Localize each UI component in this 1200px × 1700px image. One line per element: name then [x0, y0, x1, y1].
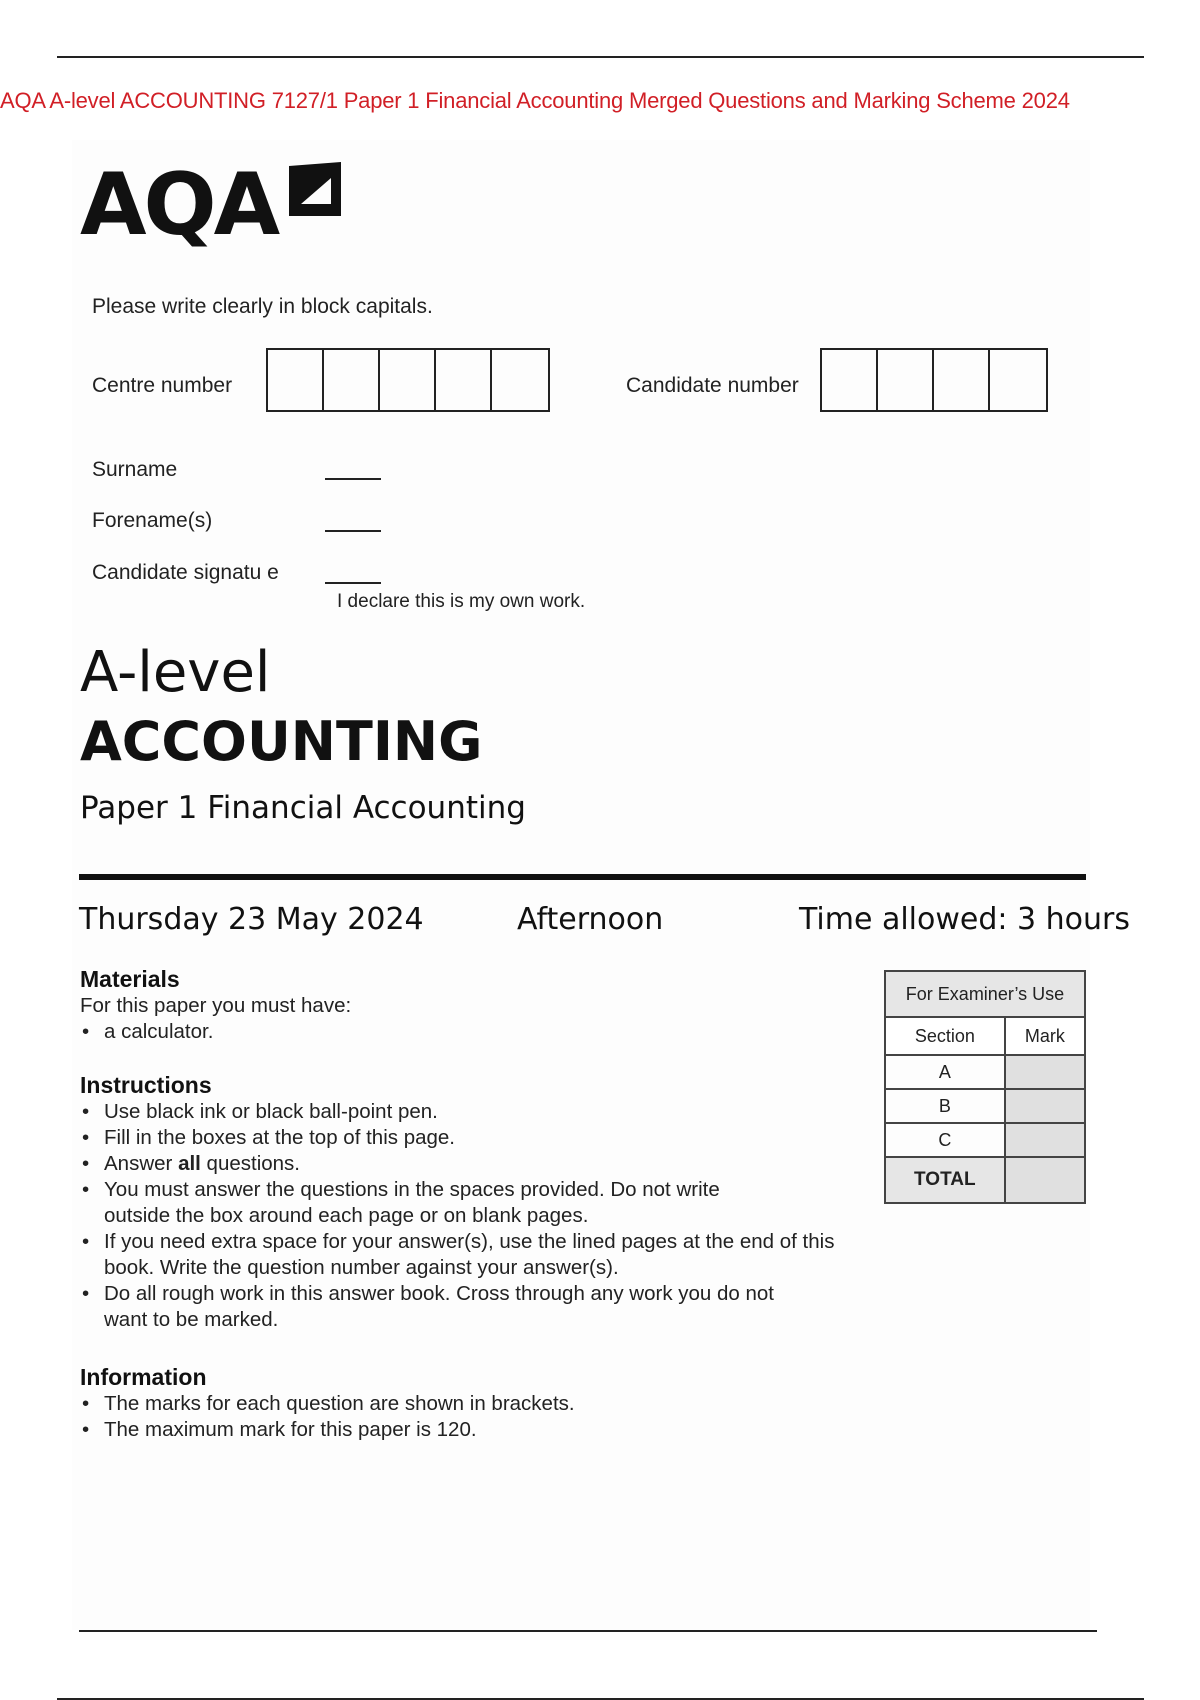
candidate-number-digit-box[interactable]	[878, 350, 934, 410]
time-allowed: Time allowed: 3 hours	[799, 902, 1131, 937]
materials-heading: Materials	[80, 966, 180, 992]
materials-section	[80, 966, 840, 1045]
instructions-heading: Instructions	[80, 1072, 212, 1098]
total-mark-cell	[1005, 1157, 1085, 1203]
mark-column-header: Mark	[1005, 1017, 1085, 1055]
section-column-header: Section	[885, 1017, 1005, 1055]
bottom-rule	[79, 1630, 1097, 1632]
list-item: • The marks for each question are shown in brackets.	[80, 1391, 840, 1417]
forenames-field[interactable]	[325, 530, 381, 532]
candidate-number-digit-box[interactable]	[990, 350, 1046, 410]
exam-date: Thursday 23 May 2024	[79, 902, 424, 937]
candidate-number-boxes	[820, 348, 1048, 412]
exam-session: Afternoon	[517, 902, 664, 937]
paper-title: Paper 1 Financial Accounting	[80, 790, 526, 826]
centre-number-digit-box[interactable]	[492, 350, 548, 410]
candidate-number-digit-box[interactable]	[934, 350, 990, 410]
list-item: • a calculator.	[80, 1019, 840, 1045]
section-cell: C	[885, 1123, 1005, 1157]
header-banner: AQA A-level ACCOUNTING 7127/1 Paper 1 Financial Accounting Merged Questions and Marking Scheme 2024	[0, 88, 1070, 113]
logo-text: AQA	[80, 155, 278, 255]
centre-number-boxes	[266, 348, 550, 412]
list-item: • Use black ink or black ball-point pen.	[80, 1099, 840, 1125]
list-item: • Do all rough work in this answer book. Cross through any work you do not want to be marked.	[80, 1281, 774, 1333]
total-label: TOTAL	[885, 1157, 1005, 1203]
table-row	[885, 1055, 1085, 1089]
information-list	[80, 1391, 840, 1443]
section-cell: B	[885, 1089, 1005, 1123]
instructions-section	[80, 1072, 840, 1333]
forenames-label: Forename(s)	[92, 509, 213, 532]
mark-cell	[1005, 1055, 1085, 1089]
table-row	[885, 1123, 1085, 1157]
list-item: • You must answer the questions in the spaces provided. Do not write outside the box around each page or on blank pages.	[80, 1177, 774, 1229]
title-divider	[79, 874, 1086, 880]
mark-cell	[1005, 1089, 1085, 1123]
materials-list	[80, 1019, 840, 1045]
top-rule	[57, 56, 1144, 58]
centre-number-digit-box[interactable]	[436, 350, 492, 410]
surname-field[interactable]	[325, 478, 381, 480]
declaration-text: I declare this is my own work.	[337, 591, 586, 612]
materials-intro: For this paper you must have:	[80, 994, 352, 1017]
list-item: • Fill in the boxes at the top of this page.	[80, 1125, 840, 1151]
total-row	[885, 1157, 1085, 1203]
centre-number-digit-box[interactable]	[268, 350, 324, 410]
block-capitals-instruction: Please write clearly in block capitals.	[92, 295, 433, 318]
candidate-number-label: Candidate number	[626, 374, 799, 397]
centre-number-digit-box[interactable]	[324, 350, 380, 410]
signature-label: Candidate signatu e	[92, 561, 279, 584]
signature-field[interactable]	[325, 582, 381, 584]
section-cell: A	[885, 1055, 1005, 1089]
instructions-list	[80, 1099, 840, 1333]
surname-label: Surname	[92, 458, 178, 481]
qualification-level: A-level	[80, 640, 271, 705]
table-row	[885, 1089, 1085, 1123]
centre-number-label: Centre number	[92, 374, 233, 397]
aqa-logo	[80, 150, 350, 260]
information-section	[80, 1364, 840, 1443]
mark-cell	[1005, 1123, 1085, 1157]
list-item: • The maximum mark for this paper is 120.	[80, 1417, 840, 1443]
list-item: • If you need extra space for your answer(s), use the lined pages at the end of this book. Write the question number against your answer(s).	[80, 1229, 844, 1281]
list-item: • Answer all questions.	[80, 1151, 840, 1177]
centre-number-digit-box[interactable]	[380, 350, 436, 410]
candidate-number-digit-box[interactable]	[822, 350, 878, 410]
logo-mark-icon	[285, 160, 345, 222]
examiner-table-title: For Examiner’s Use	[885, 971, 1085, 1017]
subject-title: ACCOUNTING	[80, 710, 483, 773]
examiner-use-table	[884, 970, 1086, 1204]
information-heading: Information	[80, 1364, 207, 1390]
